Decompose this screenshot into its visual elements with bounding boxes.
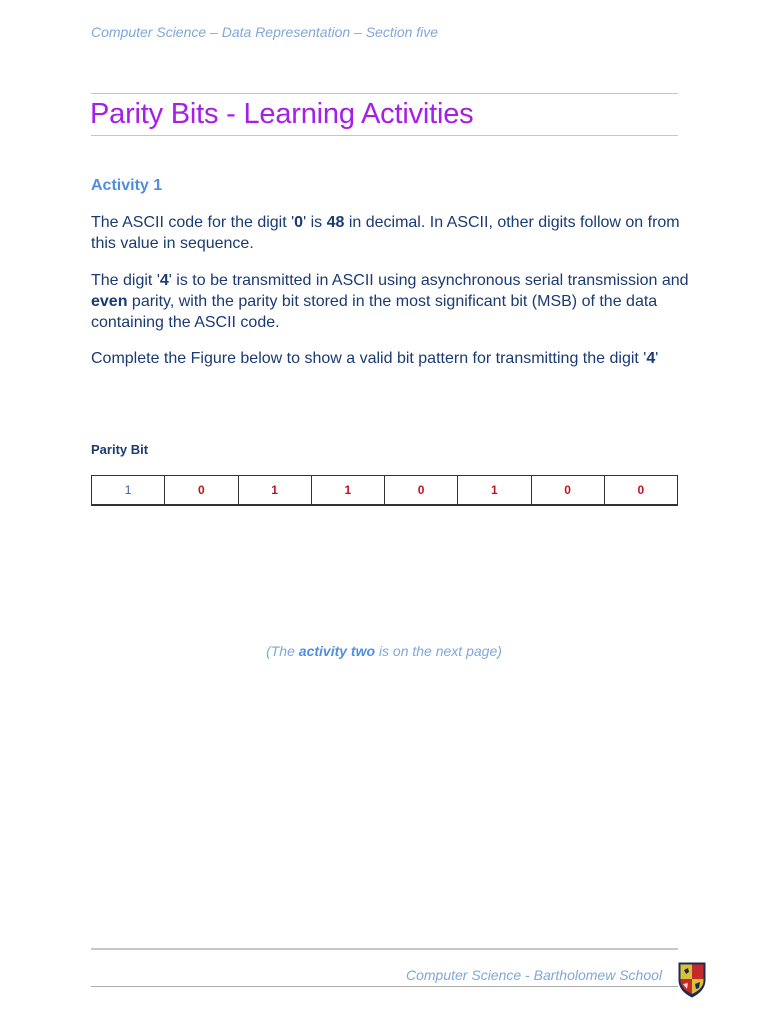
bit-cell-parity: 1: [92, 476, 165, 506]
bold-run: 4: [159, 272, 169, 289]
text-run: ': [655, 350, 659, 367]
bit-cell: 0: [165, 476, 238, 506]
bold-run: 4: [646, 350, 656, 367]
text-run: parity, with the parity bit stored in the most significant bit (MSB) of the data containing the ASCII code.: [91, 293, 658, 331]
bold-run: 0: [294, 214, 304, 231]
footer-rule-top: [91, 948, 678, 950]
footer-text: Computer Science - Bartholomew School: [406, 967, 663, 983]
bold-run: 48: [326, 214, 345, 231]
text-run: ' is: [303, 214, 327, 231]
bit-cell: 1: [311, 476, 384, 506]
bit-cell: 1: [458, 476, 531, 506]
activity-1-heading: Activity 1: [91, 177, 163, 194]
activity-1-paragraph-3: [91, 348, 691, 369]
page-title: Parity Bits - Learning Activities: [90, 98, 474, 130]
bit-cell: 0: [385, 476, 458, 506]
bit-cell: 0: [604, 476, 677, 506]
bit-cell: 1: [238, 476, 311, 506]
text-run: in decimal. In ASCII, other digits follow on from this value in sequence.: [91, 214, 680, 252]
bit-pattern-row: [92, 476, 678, 506]
bit-pattern-table: [91, 475, 678, 506]
footer-rule-bottom: [91, 986, 678, 987]
text-run: is on the next page): [375, 643, 502, 659]
running-header: Computer Science – Data Representation – Section five: [91, 24, 439, 40]
activity-1-paragraph-1: [91, 212, 691, 254]
text-run: ' is to be transmitted in ASCII using asynchronous serial transmission and: [168, 272, 689, 289]
text-run: The digit ': [91, 272, 160, 289]
text-run: The ASCII code for the digit ': [91, 214, 295, 231]
bold-run: activity two: [298, 643, 376, 659]
activity-1-paragraph-2: [91, 270, 691, 333]
title-rule-bottom: [91, 135, 678, 136]
school-crest-icon: [678, 962, 706, 998]
bold-run: even: [91, 293, 128, 310]
text-run: (The: [266, 643, 299, 659]
bit-cell: 0: [531, 476, 604, 506]
next-page-note: [0, 643, 768, 659]
parity-bit-label: Parity Bit: [91, 442, 149, 457]
text-run: Complete the Figure below to show a valid bit pattern for transmitting the digit ': [91, 350, 647, 367]
title-rule-top: [91, 93, 678, 94]
